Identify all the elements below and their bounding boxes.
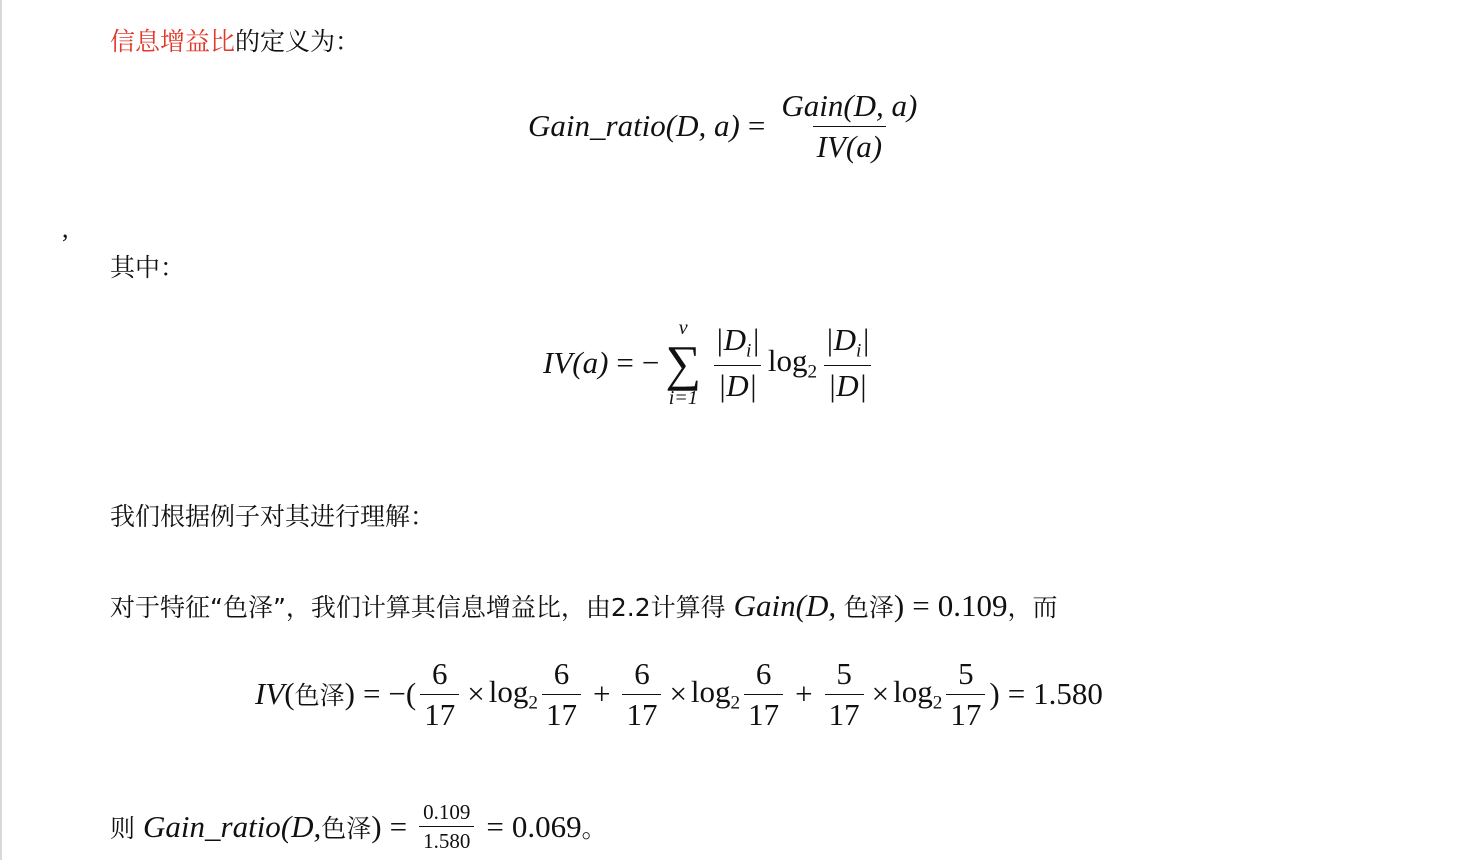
eq1-equals: = bbox=[747, 108, 766, 144]
eq3-term2-log-text: log bbox=[690, 673, 731, 709]
sum-operator bbox=[665, 318, 701, 408]
eq3-term1-frac bbox=[420, 656, 459, 732]
feature-gain-open: (D, bbox=[795, 588, 844, 623]
eq2-frac-b-num-sub: i bbox=[856, 340, 862, 362]
feature-text-after: ，而 bbox=[1007, 593, 1058, 622]
eq1-fraction bbox=[777, 88, 921, 164]
eq3-term1-den: 17 bbox=[420, 694, 459, 733]
eq3-term2-den2: 17 bbox=[744, 694, 783, 733]
eq3-term3-log-base: 2 bbox=[932, 692, 943, 714]
eq3-plus-1: + bbox=[592, 676, 611, 712]
page-left-border bbox=[0, 0, 2, 860]
eq3-term1-num2: 6 bbox=[553, 656, 570, 691]
final-num: 0.109 bbox=[423, 800, 471, 824]
feature-text-before: 对于特征“色泽”，我们计算其信息增益比，由2.2计算得 bbox=[110, 593, 726, 622]
eq3-term1-log-base: 2 bbox=[528, 692, 538, 714]
eq2-equals: = bbox=[616, 345, 634, 380]
eq3-result: 1.580 bbox=[1033, 676, 1103, 712]
eq3-term2-frac2 bbox=[744, 656, 783, 732]
eq3-term1-frac2 bbox=[542, 656, 581, 732]
eq3-term1-den2: 17 bbox=[542, 694, 581, 733]
final-prefix: 则 bbox=[110, 813, 136, 843]
feature-gain-value: 0.109 bbox=[937, 588, 1008, 623]
final-equals-2: = bbox=[486, 808, 504, 844]
eq3-term3-log bbox=[893, 674, 942, 715]
where-label: 其中： bbox=[110, 253, 186, 282]
final-fraction bbox=[419, 800, 474, 853]
eq3-term3-frac2 bbox=[946, 656, 985, 732]
feature-gain-close: ) bbox=[893, 588, 905, 623]
eq3-lead: −( bbox=[388, 676, 417, 712]
eq3-plus-2: + bbox=[795, 676, 813, 712]
eq2-frac-a-num-sub: i bbox=[745, 340, 752, 362]
eq2-frac-b-num bbox=[821, 322, 874, 365]
eq2-lhs: IV bbox=[543, 345, 573, 380]
eq3-term1-num: 6 bbox=[431, 656, 448, 691]
eq1-denominator bbox=[813, 126, 886, 165]
feature-gain-expr bbox=[734, 588, 1008, 624]
eq3-term2-den: 17 bbox=[622, 694, 661, 733]
eq3-term3-den2: 17 bbox=[946, 694, 985, 733]
eq2-frac-b-den: |D| bbox=[824, 365, 871, 404]
eq3-term3-den: 17 bbox=[825, 694, 864, 733]
eq3-term3-log-text: log bbox=[893, 673, 933, 709]
eq2-lhs-args: (a) bbox=[572, 345, 609, 380]
eq3-term2-log bbox=[691, 674, 740, 715]
eq3-term1-times: × bbox=[467, 676, 485, 712]
intro-rest: 的定义为： bbox=[235, 27, 361, 56]
feature-line bbox=[110, 588, 1057, 624]
feature-equals: = bbox=[912, 588, 930, 623]
eq1-numerator bbox=[777, 88, 921, 126]
eq3-term2-log-base: 2 bbox=[730, 692, 741, 714]
stray-comma: , bbox=[62, 214, 69, 243]
eq3-term2-times: × bbox=[669, 676, 687, 712]
sum-symbol: ∑ bbox=[665, 335, 702, 391]
eq3-term3-times: × bbox=[871, 676, 890, 712]
eq2-minus: − bbox=[641, 345, 660, 380]
eq2-frac-b-num-main: |D bbox=[825, 322, 856, 358]
final-expr bbox=[143, 800, 582, 853]
eq1-lhs: Gain_ratio bbox=[528, 108, 666, 144]
sum-lower: i=1 bbox=[668, 387, 698, 409]
eq3-close: ) bbox=[989, 676, 1000, 712]
eq3-lhs-close: ) bbox=[344, 676, 355, 712]
final-line bbox=[110, 800, 607, 853]
eq2-frac-a-den: |D| bbox=[714, 365, 761, 404]
feature-gain-name: Gain bbox=[733, 588, 796, 623]
eq2-log bbox=[768, 343, 817, 384]
understand-label: 我们根据例子对其进行理解： bbox=[110, 502, 436, 531]
iv-color-formula bbox=[255, 656, 1103, 732]
final-end: 。 bbox=[581, 813, 607, 843]
eq1-den-args: (a) bbox=[845, 128, 883, 164]
eq2-log-text: log bbox=[767, 342, 808, 378]
gain-ratio-formula bbox=[528, 88, 925, 164]
final-den: 1.580 bbox=[419, 826, 474, 853]
eq3-term3-num: 5 bbox=[836, 656, 852, 691]
eq2-frac-a-num-main: |D bbox=[715, 322, 746, 358]
final-result: 0.069 bbox=[511, 808, 582, 844]
eq2-fraction-b bbox=[821, 322, 874, 403]
eq3-term2-num2: 6 bbox=[755, 656, 772, 691]
eq3-term3-num2: 5 bbox=[958, 656, 974, 691]
sum-upper: v bbox=[678, 317, 688, 339]
eq3-feature: 色泽 bbox=[294, 681, 345, 711]
final-name: Gain_ratio bbox=[143, 808, 281, 844]
eq3-lhs-open: ( bbox=[284, 676, 295, 712]
eq1-args: (D, a) bbox=[665, 108, 740, 144]
final-close: ) bbox=[371, 808, 382, 844]
eq3-lhs: IV bbox=[255, 676, 285, 712]
eq2-log-base: 2 bbox=[807, 361, 818, 383]
eq3-term1-log-text: log bbox=[488, 673, 529, 709]
intro-highlight: 信息增益比 bbox=[110, 27, 236, 56]
eq1-den-name: IV bbox=[816, 128, 846, 164]
feature-gain-feature: 色泽 bbox=[843, 593, 894, 622]
final-feature: 色泽 bbox=[321, 813, 372, 843]
eq1-num-name: Gain bbox=[781, 88, 844, 123]
eq3-term3-frac bbox=[825, 656, 864, 732]
final-open: (D, bbox=[280, 808, 322, 844]
eq3-equals: = bbox=[362, 676, 381, 712]
eq3-term2-frac bbox=[622, 656, 661, 732]
eq2-frac-b-num-end: | bbox=[861, 322, 870, 358]
intro-line bbox=[110, 22, 360, 58]
eq2-frac-a-num-end: | bbox=[751, 322, 760, 358]
eq2-fraction-a bbox=[711, 322, 764, 403]
eq3-term1-log bbox=[489, 674, 538, 715]
eq3-equals-2: = bbox=[1007, 676, 1026, 712]
eq2-frac-a-num bbox=[711, 322, 764, 365]
final-equals: = bbox=[389, 808, 408, 844]
iv-formula bbox=[543, 318, 878, 408]
eq3-term2-num: 6 bbox=[634, 656, 650, 691]
eq1-num-args: (D, a) bbox=[843, 88, 918, 123]
